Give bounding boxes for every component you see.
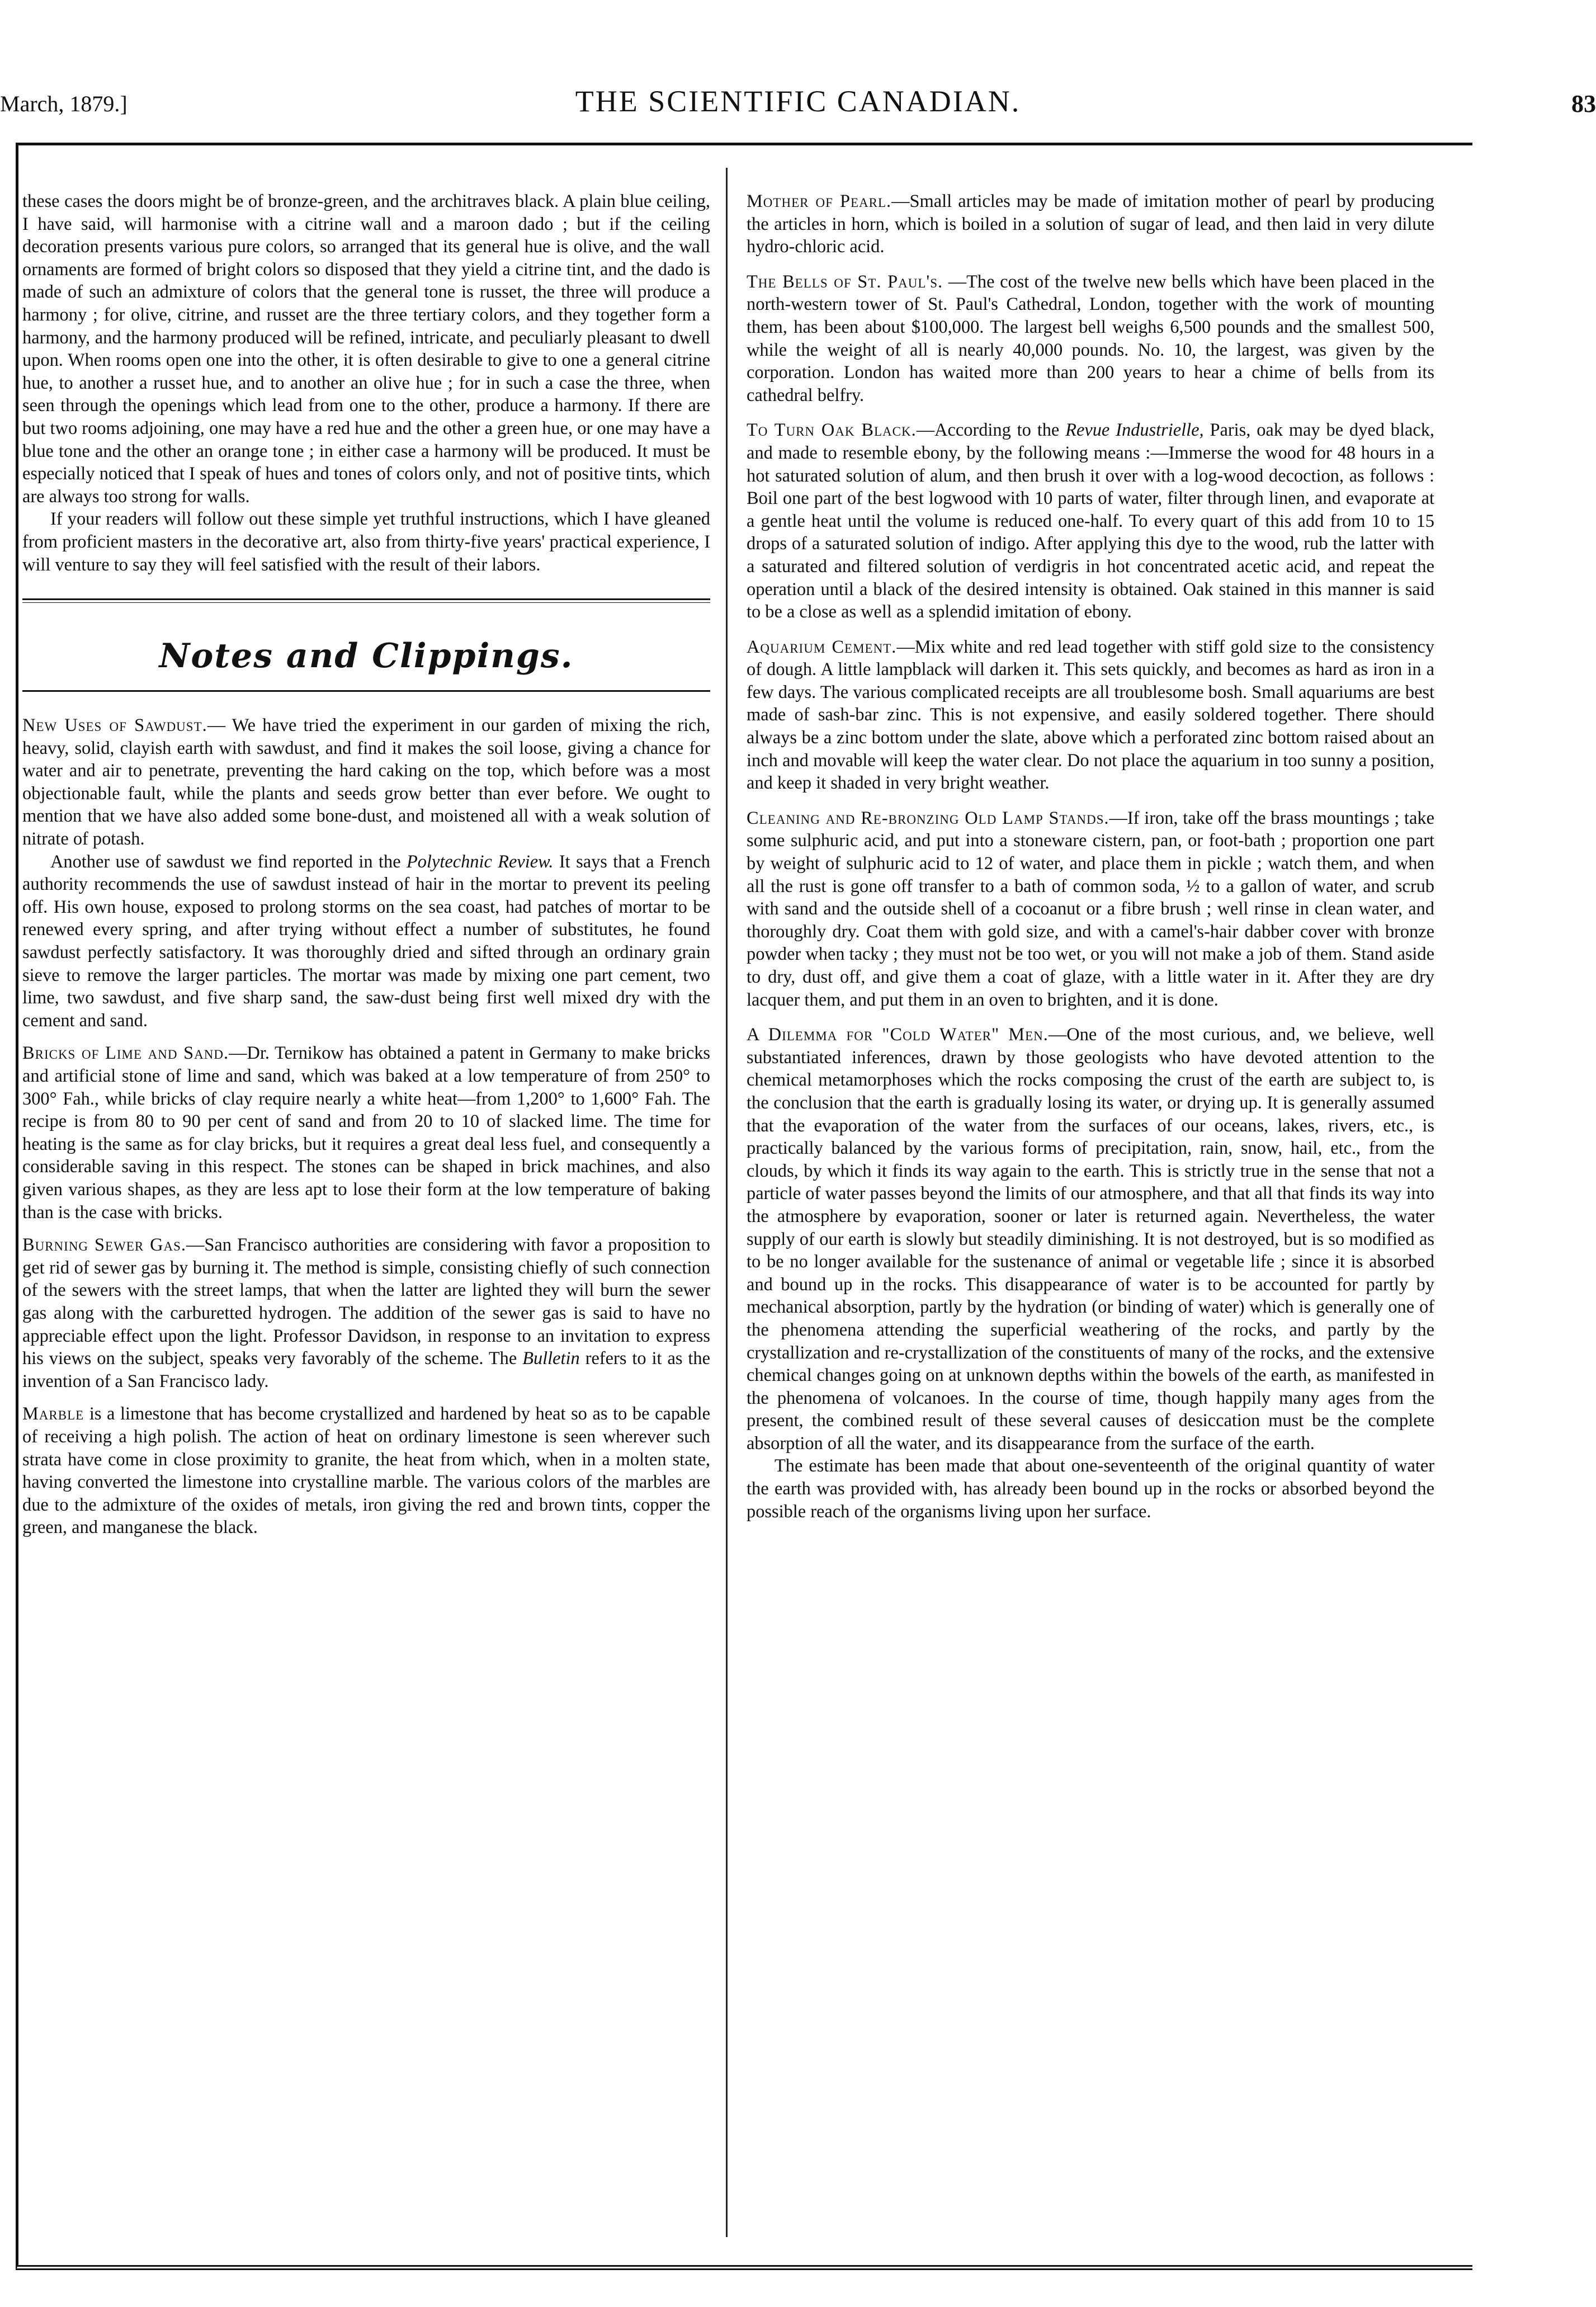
- sewer-paragraph: [22, 1234, 710, 1393]
- lamp-heading: Cleaning and Re-bronzing Old Lamp Stands.: [747, 808, 1109, 828]
- column-divider: [726, 168, 728, 2237]
- right-column: [747, 190, 1434, 1535]
- section-rule-top: [22, 598, 710, 603]
- sawdust-text-2b: It says that a French authority recommends the use of sawdust instead of hair in the mortar to prevent its peeling off. His own house, exposed to prolong storms on the sea coast, had patches of mortar to be renewed every spring, and after trying without effect a number of substitutes, he found sawdust perfectly satisfactory. It was thoroughly dried and sifted through an ordinary grain sieve to remove the larger particles. The mortar was made by mixing one part cement, two lime, two sawdust, and five sharp sand, the saw-dust being first well mixed dry with the cement and sand.: [22, 851, 710, 1031]
- article-marble: [22, 1403, 710, 1539]
- dilemma-heading: A Dilemma for "Cold Water" Men.: [747, 1025, 1049, 1045]
- oak-text-a: —According to the: [916, 420, 1066, 441]
- marble-text: is a limestone that has become crystallized and hardened by heat so as to be capable of receiving a high polish. The action of heat on ordinary limestone is seen wherever such strata have come in close proximity to granite, the heat from which, when in a molten state, having converted the limestone into crystalline marble. The various colors of the marbles are due to the admixture of the oxides of metals, iron giving the red and brown tints, copper the green, and manganese the black.: [22, 1404, 710, 1538]
- issue-date: March, 1879.]: [0, 91, 128, 116]
- aquarium-text: —Mix white and red lead together with stiff gold size to the consistency of dough. A little lampblack will darken it. This sets quickly, and becomes as hard as iron in a few days. The various complicated receipts are all troublesome bosh. Small aquariums are best made of sash-bar zinc. This is not expensive, and easily soldered together. There should always be a zinc bottom under the slate, above which a perforated zinc bottom raised about an inch and movable will keep the water clear. Do not place the aquarium in too sunny a position, and keep it shaded in very bright weather.: [747, 636, 1435, 794]
- sewer-text-b: refers to it as the invention of a San Francisco lady.: [22, 1348, 711, 1391]
- sewer-source: Bulletin: [522, 1348, 580, 1369]
- bells-paragraph: [747, 271, 1434, 407]
- bells-heading: The Bells of St. Paul's.: [747, 271, 943, 292]
- sawdust-paragraph-1: [22, 714, 710, 851]
- sewer-text-a: —San Francisco authorities are considering with favor a proposition to get rid of sewer gas by burning it. The method is simple, consisting chiefly of such connection of the sewers with the street lamps, that when the latter are lighted they will burn the sewer gas along with the carburetted hydrogen. The addition of the sewer gas is said to have no appreciable effect upon the light. Professor Davidson, in response to an invitation to express his views on the subject, speaks very favorably of the scheme. The: [22, 1235, 710, 1369]
- continued-paragraph-2: If your readers will follow out these simple yet truthful instructions, which I have gleaned from proficient masters in the decorative art, also from thirty-five years' practical experience, I will venture to say they will feel satisfied with the result of their labors.: [22, 509, 710, 575]
- bricks-heading: Bricks of Lime and Sand.: [22, 1043, 229, 1064]
- bricks-paragraph: [22, 1042, 710, 1224]
- section-title: Notes and Clippings.: [159, 636, 574, 676]
- left-column: [22, 190, 710, 1539]
- sawdust-text-1: — We have tried the experiment in our garden of mixing the rich, heavy, solid, clayish earth with sawdust, and find it makes the soil loose, giving a chance for water and air to penetrate, preventing the hard caking on the top, which before was a most objectionable fault, while the plants and seeds grow better than ever before. We ought to mention that we have also added some bone-dust, and moistened all with a weak solution of nitrate of potash.: [22, 715, 710, 850]
- lamp-text: —If iron, take off the brass mountings ; take some sulphuric acid, and put into a stoneware cistern, pan, or foot-bath ; proportion one part by weight of sulphuric acid to 12 of water, and place them in pickle ; watch them, and when all the rust is gone off transfer to a bath of common soda, ½ to a gallon of water, and scrub with sand and the outside shell of a cocoanut or a fibre brush ; well rinse in clean water, and thoroughly dry. Coat them with gold size, and with a camel's-hair dabber cover with bronze powder when tacky ; they must not be too wet, or you will not make a job of them. Stand aside to dry, dust off, and give them a coat of glaze, with a little water in it. After they are dry lacquer them, and put them in an oven to brighten, and it is done.: [747, 808, 1434, 1010]
- bricks-text: —Dr. Ternikow has obtained a patent in Germany to make bricks and artificial stone of lime and sand, which was baked at a low temperature of from 250° to 300° Fah., while bricks of clay require nearly a white heat—from 1,200° to 1,600° Fah. The recipe is from 80 to 90 per cent of sand and from 20 to 10 of slacked lime. The time for heating is the same as for clay bricks, but it requires a great deal less fuel, and consequently a considerable saving in this respect. The stones can be shaped in brick machines, and also given various shapes, as they are less apt to lose their form at the low temperature of baking than is the case with bricks.: [22, 1043, 710, 1223]
- aquarium-heading: Aquarium Cement.: [747, 636, 897, 657]
- sawdust-heading: New Uses of Sawdust.: [22, 715, 207, 736]
- article-bricks: [22, 1042, 710, 1224]
- pearl-text: —Small articles may be made of imitation mother of pearl by producing the articles in horn, which is boiled in a solution of sugar of lead, and then laid in very dilute hydro-chloric acid.: [747, 191, 1434, 257]
- sawdust-text-2a: Another use of sawdust we find reported in the: [50, 851, 407, 872]
- sawdust-source: Polytechnic Review.: [406, 851, 554, 872]
- pearl-heading: Mother of Pearl.: [747, 191, 892, 211]
- oak-heading: To Turn Oak Black.: [747, 420, 917, 441]
- dilemma-paragraph-2: The estimate has been made that about one-seventeenth of the original quantity of water the earth was provided with, has already been bound up in the rocks or absorbed beyond the possible reach of the organisms living upon her surface.: [747, 1456, 1434, 1522]
- sewer-heading: Burning Sewer Gas.: [22, 1235, 187, 1256]
- oak-paragraph: [747, 419, 1434, 623]
- oak-source: Revue Industrielle,: [1065, 420, 1204, 441]
- article-sawdust: [22, 714, 710, 1032]
- journal-title: THE SCIENTIFIC CANADIAN.: [575, 84, 1021, 118]
- article-sewer-gas: [22, 1234, 710, 1393]
- lamp-paragraph: [747, 807, 1434, 1011]
- section-rule-bottom: [22, 690, 710, 692]
- pearl-paragraph: [747, 190, 1434, 258]
- oak-text-b: Paris, oak may be dyed black, and made to resemble ebony, by the following means :—Immerse the wood for 48 hours in a hot saturated solution of alum, and then brush it over with a log-wood decoction, as follows : Boil one part of the best logwood with 10 parts of water, filter through linen, and evaporate at a gentle heat until the volume is reduced one-half. To every quart of this add from 10 to 15 drops of a saturated solution of indigo. After applying this dye to the wood, rub the latter with a saturated and filtered solution of verdigris in hot concentrated acetic acid, and repeat the operation until a black of the desired intensity is obtained. Oak stained in this manner is said to be a close as well as a splendid imitation of ebony.: [747, 420, 1434, 622]
- sawdust-paragraph-2: [22, 851, 710, 1032]
- dilemma-text: —One of the most curious, and, we believe, well substantiated inferences, drawn by those geologists who have devoted attention to the chemical metamorphoses which the rocks composing the crust of the earth are subject to, is the conclusion that the earth is gradually losing its water, or drying up. It is generally assumed that the evaporation of the water from the surfaces of our oceans, lakes, rivers, etc., is practically balanced by the various forms of precipitation, rain, snow, hail, etc., from the clouds, by which it finds its way again to the earth. This is strictly true in the sense that not a particle of water passes beyond the limits of our atmosphere, and that all that finds its way into the atmosphere by evaporation, sooner or later is returned again. Nevertheless, the water supply of our earth is slowly but steadily diminishing. It is not destroyed, but is so modified as to be no longer available for the sustenance of animal or vegetable life ; since it is absorbed and bound up in the rocks. This disappearance of water is to be accounted for partly by mechanical absorption, partly by the hydration (or binding of water) which is generally one of the phenomena attending the superficial weathering of the rocks, and partly by the crystallization and re-crystallization of the constituents of many of the rocks, and the extensive chemical changes going on at unknown depths within the bowels of the earth, as manifested in the phenomena of volcanoes. In the course of time, though happily many ages from the present, the combined result of these several causes of desiccation must be the complete absorption of all the water, and its disappearance from the surface of the earth.: [747, 1025, 1434, 1454]
- dilemma-paragraph: [747, 1023, 1434, 1455]
- marble-paragraph: [22, 1403, 710, 1539]
- continued-paragraph-1: these cases the doors might be of bronze-green, and the architraves black. A plain blue ceiling, I have said, will harmonise with a citrine wall and a maroon dado ; but if the ceiling decoration presents various pure colors, so arranged that its general hue is olive, and the wall ornaments are formed of bright colors so disposed that they yield a citrine tint, and the dado is made of such an admixture of colors that the general tone is russet, the three will produce a harmony ; for olive, citrine, and russet are the three tertiary colors, and they together form a harmony, and the harmony produced will be refined, intricate, and peculiarly pleasant to dwell upon. When rooms open one into the other, it is often desirable to give to one a general citrine hue, to another a russet hue, and to another an olive hue ; for in such a case the three, when seen through the openings which lead from one to the other, produce a harmony. If there are but two rooms adjoining, one may have a red hue and the other a green hue, or one may have a blue tone and the other an orange tone ; in either case a harmony will be produced. It must be especially noticed that I speak of hues and tones of colors only, and not of positive tints, which are always too strong for walls.: [22, 191, 710, 507]
- marble-heading: Marble: [22, 1404, 84, 1424]
- page-number: 83: [1571, 90, 1596, 117]
- bells-text: —The cost of the twelve new bells which have been placed in the north-western tower of St. Paul's Cathedral, London, together with the work of mounting them, has been about $100,000. The largest bell weighs 6,500 pounds and the smallest 500, while the weight of all is nearly 40,000 pounds. No. 10, the largest, was given by the corporation. London has waited more than 200 years to hear a chime of bells from its cathedral belfry.: [747, 271, 1435, 405]
- page-header: [0, 84, 1596, 134]
- aquarium-paragraph: [747, 636, 1434, 795]
